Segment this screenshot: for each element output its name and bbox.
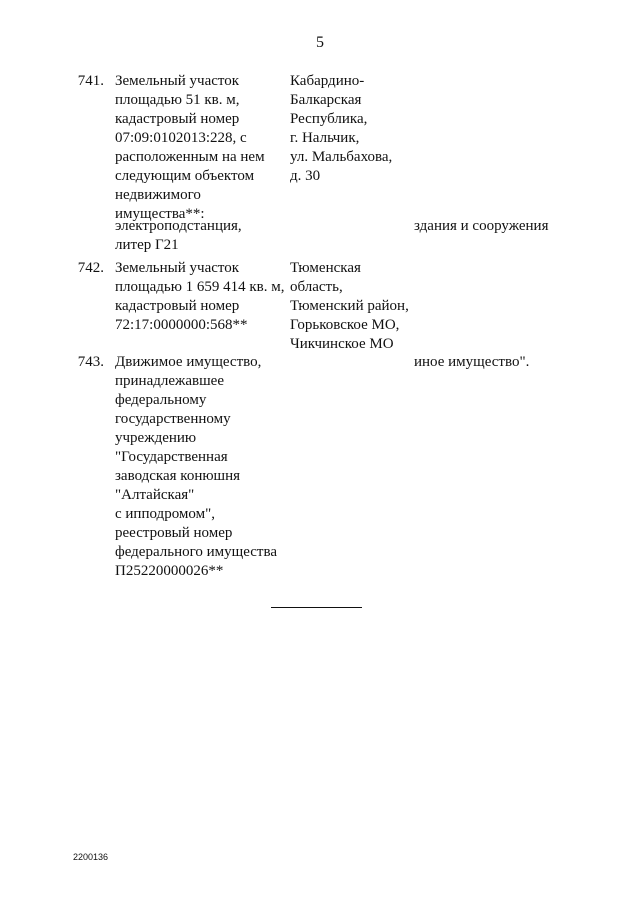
entry-name-line: площадью 51 кв. м,: [115, 92, 240, 108]
entry-address-line: Балкарская: [290, 92, 362, 108]
entry-name-line: федеральному: [115, 392, 207, 408]
entry-name-line: П25220000026**: [115, 563, 224, 579]
entry-name-line: следующим объектом: [115, 168, 255, 184]
sub-item-name-line: литер Г21: [115, 237, 179, 253]
entry-address-line: Чикчинское МО: [290, 336, 394, 352]
entry-name-line: государственному: [115, 411, 231, 427]
entry-address-line: Кабардино-: [290, 73, 365, 89]
category-text: иное имущество".: [414, 354, 530, 370]
entry-address-line: Тюменский район,: [290, 298, 409, 314]
entry-name-line: Земельный участок: [115, 73, 240, 89]
entry-name: [115, 353, 277, 581]
entry-address-line: д. 30: [290, 168, 321, 184]
sub-item-category: [414, 217, 548, 236]
entry-number: 743.: [77, 354, 104, 370]
entry-name-line: реестровый номер: [115, 525, 233, 541]
entry-name-line: принадлежавшее: [115, 373, 224, 389]
entry-number: 741.: [77, 73, 104, 89]
entry-name-line: расположенным на нем: [115, 149, 265, 165]
closing-rule: [271, 607, 362, 608]
entry-name-line: Земельный участок: [115, 260, 240, 276]
entry-name: [115, 259, 285, 335]
entry-address: [290, 72, 392, 186]
entry-name-line: 72:17:0000000:568**: [115, 317, 248, 333]
sub-item-name-line: электроподстанция,: [115, 218, 242, 234]
entry-name-line: с ипподромом",: [115, 506, 215, 522]
entry-name-line: учреждению: [115, 430, 197, 446]
entry-address-line: Республика,: [290, 111, 368, 127]
footer-code: 2200136: [73, 852, 109, 862]
entry-address-line: Тюменская: [290, 260, 361, 276]
entry-name: [115, 72, 265, 224]
entry-name-line: федерального имущества: [115, 544, 277, 560]
entry-name-line: "Государственная: [115, 449, 228, 465]
entry-name-line: 07:09:0102013:228, с: [115, 130, 247, 146]
category-text: здания и сооружения: [414, 218, 549, 234]
entry-category: [414, 353, 529, 372]
entry-name-line: кадастровый номер: [115, 298, 240, 314]
entry-name-line: заводская конюшня: [115, 468, 241, 484]
entry-address-line: Горьковское МО,: [290, 317, 400, 333]
entry-name-line: имущества**:: [115, 206, 205, 222]
entry-name-line: недвижимого: [115, 187, 201, 203]
entry-address: [290, 259, 409, 354]
entry-number: 742.: [77, 260, 104, 276]
entry-address-line: ул. Мальбахова,: [290, 149, 393, 165]
entry-name-line: площадью 1 659 414 кв. м,: [115, 279, 285, 295]
entry-address-line: г. Нальчик,: [290, 130, 360, 146]
entry-address-line: область,: [290, 279, 343, 295]
entry-name-line: "Алтайская": [115, 487, 195, 503]
page-number: 5: [316, 34, 324, 51]
sub-item-name: [115, 217, 242, 255]
entry-name-line: кадастровый номер: [115, 111, 240, 127]
entry-name-line: Движимое имущество,: [115, 354, 262, 370]
